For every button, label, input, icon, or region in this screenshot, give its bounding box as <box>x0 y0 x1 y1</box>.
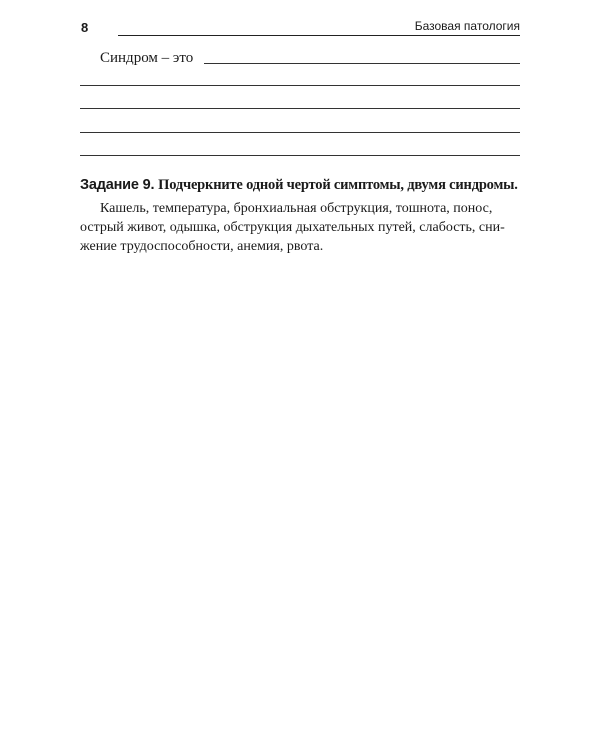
syndrome-definition-label: Синдром – это <box>100 50 194 66</box>
running-header: Базовая патология <box>414 19 520 33</box>
syndrome-answer-line[interactable] <box>204 63 520 64</box>
task-instruction: Подчеркните одной чертой симптомы, двумя синдромы. <box>158 177 518 193</box>
task-body <box>80 199 520 256</box>
task-text-line: жение трудоспособности, анемия, рвота. <box>80 239 324 254</box>
answer-line[interactable] <box>80 155 520 156</box>
task-text-line: Кашель, температура, бронхиальная обструкция, тошнота, понос, <box>100 201 493 216</box>
task-heading <box>80 177 540 194</box>
header-rule <box>118 35 520 36</box>
page-number: 8 <box>81 20 89 35</box>
answer-line[interactable] <box>80 108 520 109</box>
task-text-line: острый живот, одышка, обструкция дыхательных путей, слабость, сни- <box>80 220 505 235</box>
answer-line[interactable] <box>80 132 520 133</box>
task-number: Задание 9. <box>80 177 155 193</box>
answer-line[interactable] <box>80 85 520 86</box>
